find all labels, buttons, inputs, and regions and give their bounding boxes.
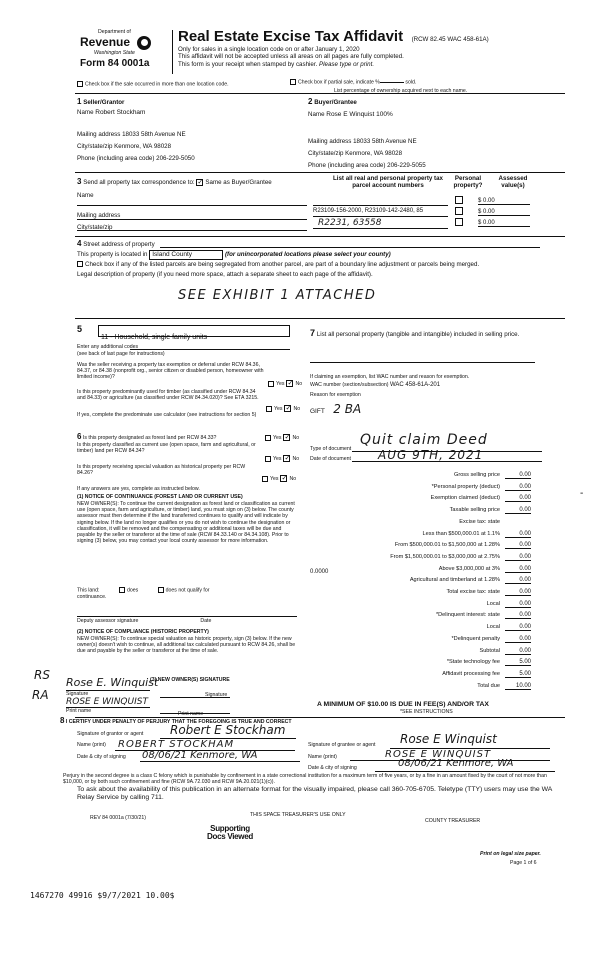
tax-row-value[interactable]: 0.00 (505, 495, 531, 502)
tax-row-value[interactable]: 0.00 (505, 531, 531, 538)
doc-type-value[interactable]: Quit claim Deed (360, 432, 488, 448)
county-select[interactable]: Island County (149, 250, 223, 260)
section3-city-label: City/state/zip (77, 224, 113, 231)
section7-num: 7 (310, 328, 316, 338)
treasurer-only: THIS SPACE TREASURER'S USE ONLY (250, 812, 346, 818)
timber-no-checkbox[interactable]: ✓ (285, 405, 292, 412)
see-back-label: (see back of last page for instructions) (77, 351, 165, 357)
availability-notice: To ask about the availability of this publication in an alternate format for the visually impaired, please call 360-705-6705. Teletype (TTY) users may use the WA Relay Service by calling 711. (77, 786, 552, 802)
dor-logo (80, 28, 170, 70)
tax-row-value[interactable]: 5.00 (505, 659, 531, 666)
buyer-city[interactable]: Kenmore, WA 98028 (345, 150, 403, 157)
new-owner-signature-handwritten[interactable]: Rose E. Winquist (66, 676, 159, 689)
section3-name-label: Name (77, 192, 94, 199)
tax-row-label: Affidavit processing fee (442, 670, 500, 677)
continuance-label: continuance. (77, 593, 107, 600)
new-owner-signature-label: Signature (66, 691, 89, 697)
reason-handwritten[interactable]: 2 BA (333, 402, 362, 416)
tax-row-label: From $500,000.01 to $1,500,000 at 1.28% (394, 542, 500, 549)
county-note: (for unincorporated locations please select your county) (224, 251, 391, 258)
same-as-buyer-label: Same as Buyer/Grantee (205, 179, 272, 186)
doc-date-label: Date of document (310, 456, 351, 462)
historical-yes-label: Yes (270, 475, 279, 482)
more-than-one-location-label: Check box if the sale occurred in more than one location code. (85, 81, 229, 88)
tax-row-label: *Delinquent interest: state (435, 612, 500, 619)
deputy-date-label: Date (200, 618, 212, 624)
section8-num: 8 (60, 716, 65, 725)
initial-ra: RA (32, 688, 49, 702)
tax-row-value[interactable]: 0.00 (505, 542, 531, 549)
parcel-row-2[interactable]: R2231, 63558 (318, 218, 382, 228)
section5-num: 5 (77, 324, 83, 334)
tax-row-value[interactable]: 0.00 (505, 601, 531, 608)
reason-value[interactable]: GIFT (310, 408, 325, 415)
parcels-header-1: List all real and personal property tax (332, 175, 444, 182)
section3-num: 3 (77, 177, 82, 186)
segregated-checkbox[interactable] (77, 261, 83, 267)
tax-row-label: Subtotal (479, 647, 500, 654)
forest-no-label: No (292, 434, 300, 441)
seller-mail[interactable]: 18033 58th Avenue NE (122, 131, 186, 138)
legal-description-handwritten[interactable]: SEE EXHIBIT 1 ATTACHED (178, 288, 377, 303)
grantee-name-label: Name (print) (308, 754, 337, 760)
subtitle-2: This affidavit will not be accepted unless all areas on all pages are fully completed. (178, 53, 404, 61)
historical-no-label: No (289, 475, 297, 482)
wac-label: WAC number (section/subsection) (310, 382, 389, 388)
tax-row-value[interactable]: 0.00 (505, 554, 531, 561)
historical-no-checkbox[interactable]: ✓ (281, 475, 288, 482)
revenue-logo-icon (137, 36, 151, 50)
new-owner-print-handwritten[interactable]: ROSE E WINQUIST (66, 697, 148, 707)
section7-text: List all personal property (tangible and intangible) included in selling price. (316, 331, 520, 338)
personal-property-checkbox-2[interactable] (455, 207, 463, 215)
same-as-buyer-checkbox[interactable]: ✓ (197, 178, 204, 186)
notice2-title: (2) NOTICE OF COMPLIANCE (HISTORIC PROPERTY) (77, 629, 209, 635)
grantor-name-print[interactable]: ROBERT STOCKHAM (118, 739, 235, 750)
grantee-name-print[interactable]: ROSE E WINQUIST (385, 749, 492, 760)
new-owner-print-label: Print name (66, 708, 92, 714)
grantee-signature[interactable]: Rose E Winquist (400, 732, 497, 746)
initial-rs: RS (34, 668, 50, 682)
subtitle-1: Only for sales in a single location code on or after January 1, 2020 (178, 46, 360, 53)
timber-question: Is this property predominantly used for timber (as classified under RCW 84.34 and 84.33) or agriculture (as classified under RCW 84.34.020)? See ETA 3215. (77, 389, 259, 402)
grantor-signature-label: Signature of grantor or agent (77, 731, 144, 737)
use-code-value: 11 - Household, single family units (101, 334, 208, 341)
reason-label: Reason for exemption (310, 392, 361, 398)
tax-row-value[interactable]: 0.00 (505, 624, 531, 631)
personal-header-1: Personal (454, 175, 482, 182)
tax-row-label: Total excise tax: state (446, 589, 500, 595)
exemption-yes-checkbox[interactable] (268, 381, 274, 387)
this-land-label: This land: (77, 587, 100, 594)
buyer-name-label: Name (308, 110, 325, 118)
tax-row-value[interactable]: 0.00 (505, 589, 531, 596)
list-percentage-note: List percentage of ownership acquired next to each name. (334, 88, 468, 94)
buyer-name[interactable]: Rose E Winquist 100% (326, 110, 393, 118)
seller-mail-label: Mailing address (77, 131, 121, 138)
assessed-header-2: value(s) (501, 182, 525, 190)
tax-row-value[interactable]: 0.00 (505, 472, 531, 479)
buyer-city-label: City/state/zip (308, 150, 344, 157)
legal-description-label: Legal description of property (if you need more space, attach a separate sheet to each page of the affidavit). (77, 271, 373, 278)
second-signature-label: Signature (205, 692, 228, 698)
current-use-yes-checkbox[interactable] (265, 456, 271, 462)
dept-line1: Department of (98, 29, 131, 35)
tax-row-label: Local (486, 624, 500, 631)
forest-question: Is this property designated as forest land per RCW 84.33? (82, 435, 217, 441)
grantor-name-label: Name (print) (77, 742, 106, 748)
exemption-no-label: No (295, 380, 303, 387)
doc-date-value[interactable]: AUG 9TH, 2021 (378, 448, 484, 462)
tax-row-label: *Delinquent penalty (451, 635, 500, 642)
grantor-signature[interactable]: Robert E Stockham (170, 723, 286, 737)
additional-codes-label: Enter any additional codes (77, 344, 139, 350)
tax-row-label: Less than $500,000.01 at 1.1% (422, 530, 500, 537)
minimum-due: A MINIMUM OF $10.00 IS DUE IN FEE(S) AND/OR TAX (317, 701, 489, 708)
section3-mail-label: Mailing address (77, 212, 121, 219)
county-treasurer: COUNTY TREASURER (425, 818, 481, 824)
tax-row-value[interactable]: 0.00 (505, 566, 531, 573)
tax-row-label: Local (486, 600, 500, 607)
supporting-docs-stamp: Supporting Docs Viewed (207, 824, 253, 841)
partial-sale-label: Check box if partial sale, indicate % (298, 79, 380, 86)
tax-row-value[interactable]: 0.00 (505, 577, 531, 584)
timber-yes-label: Yes (274, 405, 283, 412)
assessed-header-1: Assessed (498, 175, 528, 182)
county-label: This property is located in (77, 251, 148, 258)
page-number: Page 1 of 6 (510, 860, 537, 866)
see-instructions: *SEE INSTRUCTIONS (400, 709, 453, 715)
section6-num: 6 (77, 432, 82, 441)
buyer-phone-label: Phone (including area code) (308, 162, 386, 169)
buyer-mail[interactable]: 18033 58th Avenue NE (353, 138, 417, 145)
tax-row-value[interactable]: 0.00 (505, 648, 531, 655)
if-any-yes-note: If any answers are yes, complete as instructed below. (77, 486, 200, 492)
legal-paper-note: Print on legal size paper. (480, 851, 541, 857)
timber-note: If yes, complete the predominate use calculator (see instructions for section 5) (77, 412, 257, 418)
historical-yes-checkbox[interactable] (262, 476, 268, 482)
current-use-yes-label: Yes (273, 455, 282, 462)
tax-row-label: Above $3,000,000 at 3% (438, 565, 500, 572)
assessed-value-3[interactable]: $ 0.00 (478, 220, 530, 227)
tax-row-value[interactable]: 0.00 (505, 484, 531, 491)
section3-text: Send all property tax correspondence to: (83, 179, 195, 186)
segregated-label: Check box if any of the listed parcels are being segregated from another parcel, are part of a boundary line adjustment or parcels being merged. (85, 261, 480, 268)
exemption-claim-label: If claiming an exemption, list WAC number and reason for exemption. (310, 374, 470, 380)
grantor-date-city[interactable]: 08/06/21 Kenmore, WA (142, 750, 258, 761)
forest-yes-label: Yes (273, 434, 282, 441)
buyer-heading: Buyer/Grantee (314, 99, 357, 106)
forest-no-checkbox[interactable]: ✓ (284, 434, 291, 441)
doc-type-label: Type of document (310, 446, 352, 452)
historical-question: Is this property receiving special valuation as historical property per RCW 84.26? (77, 464, 246, 477)
seller-city[interactable]: Kenmore, WA 98028 (114, 143, 172, 150)
wac-value[interactable]: WAC 458-61A-201 (389, 382, 441, 388)
partial-sold-label: sold. (405, 79, 417, 86)
use-code-select[interactable] (98, 325, 290, 341)
current-use-no-label: No (292, 455, 300, 462)
assessed-value-2[interactable]: $ 0.00 (478, 209, 530, 216)
timber-no-label: No (293, 405, 301, 412)
more-than-one-location-checkbox[interactable] (77, 81, 83, 87)
parcels-header-2: parcel account numbers (352, 182, 424, 190)
seller-city-label: City/state/zip (77, 143, 113, 150)
certify-text: I CERTIFY UNDER PENALTY OF PERJURY THAT THE FOREGOING IS TRUE AND CORRECT (65, 719, 292, 725)
dept-name: Revenue (80, 35, 131, 49)
seller-heading: Seller/Grantor (83, 99, 125, 106)
tax-row-value[interactable]: 0.00 (505, 612, 531, 619)
tax-row-value[interactable]: 0.00 (505, 507, 531, 514)
tax-row-label: Agricultural and timberland at 1.28% (409, 577, 500, 584)
personal-header-2: property? (453, 182, 483, 190)
grantor-date-label: Date & city of signing (77, 754, 126, 760)
seller-num: 1 (77, 97, 82, 106)
land-does-label: does (126, 587, 139, 594)
buyer-phone[interactable]: 206-229-5055 (387, 162, 426, 169)
grantee-date-label: Date & city of signing (308, 765, 357, 771)
seller-phone-label: Phone (including area code) (77, 155, 155, 162)
subtitle-3-italic: Please type or print. (319, 60, 375, 68)
timber-yes-checkbox[interactable] (266, 406, 272, 412)
forest-yes-checkbox[interactable] (265, 435, 271, 441)
form-rcw: (RCW 82.45 WAC 458-61A) (411, 36, 489, 43)
notice1-title: (1) NOTICE OF CONTINUANCE (FOREST LAND OR CURRENT USE) (77, 494, 243, 500)
tax-row-value[interactable]: 10.00 (505, 683, 531, 690)
section4-num: 4 (77, 239, 82, 248)
personal-property-checkbox-1[interactable] (455, 196, 463, 204)
new-owner-signature-title: (3) NEW OWNER(S) SIGNATURE (150, 677, 230, 683)
assessed-value-1[interactable]: $ 0.00 (478, 198, 530, 205)
grantee-date-city[interactable]: 08/06/21 Kenmore, WA (398, 758, 514, 769)
land-does-not-label: does not qualify for (165, 587, 210, 594)
local-rate[interactable]: 0.0000 (310, 569, 329, 575)
perjury-notice: Perjury in the second degree is a class C felony which is punishable by confinement in a state correctional institution for a maximum term of five years, or by a fine in an amount fixed by the court of not more than $10,000, or by both such confinement and fine (RCW 9A.72.030 and RCW 9A.20.021(1)(c)). (63, 773, 547, 786)
form-title: Real Estate Excise Tax Affidavit (178, 28, 404, 45)
deputy-signature-label: Deputy assessor signature (77, 618, 139, 624)
tax-row-label: *Personal property (deduct) (431, 483, 500, 490)
form-number: Form 84 0001a (80, 58, 150, 69)
street-address-label: Street address of property (83, 241, 155, 248)
notice1-body: NEW OWNER(S): To continue the current designation as forest land or classification as current use (open space, farm and agriculture, or timber) land, you must sign on (3) below. The county assessor must then determine if the land transferred continues to qualify and will indicate by signing below. If the land no longer qualifies or you do not wish to continue the designation or classification, it will be removed and the compensating or additional taxes will be due and payable by the seller or transferor at the time of sale (RCW 84.33.140 or 84.34.108). Prior to signing (3) below, you may contact your local county assessor for more information. (77, 501, 295, 545)
tax-row-label: Taxable selling price (449, 507, 500, 514)
tax-row-label: Excise tax: state (459, 518, 500, 525)
current-use-question: Is this property classified as current use (open space, farm and agricultural, or timber) land per RCW 84.34? (77, 442, 256, 455)
tax-row-value[interactable]: 0.00 (505, 636, 531, 643)
current-use-no-checkbox[interactable]: ✓ (284, 455, 291, 462)
parcel-row-1[interactable]: R23109-156-2000, R23109-142-2480, 85 (313, 208, 424, 214)
buyer-num: 2 (308, 97, 313, 106)
notice2-body: NEW OWNER(S): To continue special valuation as historic property, sign (3) below. If the new owner(s) doesn't wish to continue, all additional tax calculated pursuant to RCW 84.26, shall be due and payable by the seller or transferor at the time of sale. (77, 636, 296, 655)
seller-name[interactable]: Robert Stockham (95, 108, 146, 116)
grantee-signature-label: Signature of grantee or agent (308, 742, 376, 748)
tax-row-label: Gross selling price (453, 472, 500, 478)
tax-row-label: *State technology fee (446, 659, 500, 666)
personal-property-checkbox-3[interactable] (455, 218, 463, 226)
seller-name-label: Name (77, 108, 94, 116)
land-does-checkbox[interactable] (119, 587, 125, 593)
buyer-mail-label: Mailing address (308, 138, 352, 145)
dept-state: Washington State (94, 50, 135, 56)
seller-phone[interactable]: 206-229-5050 (156, 155, 195, 162)
tax-row-value[interactable]: 5.00 (505, 671, 531, 678)
tax-row-label: Exemption claimed (deduct) (430, 495, 500, 502)
subtitle-3: This form is your receipt when stamped by cashier. (178, 60, 318, 68)
exemption-question: Was the seller receiving a property tax exemption or deferral under RCW 84.36, 84.37, or 84.38 (nonprofit org., senior citizen or disabled person, homeowner with limited income)? (77, 362, 264, 381)
tax-row-label: Total due (477, 682, 500, 689)
land-does-not-checkbox[interactable] (158, 587, 164, 593)
exemption-yes-label: Yes (276, 380, 285, 387)
exemption-no-checkbox[interactable]: ✓ (287, 380, 294, 387)
partial-sale-checkbox[interactable] (290, 79, 296, 85)
tax-row-label: From $1,500,000.01 to $3,000,000 at 2.75% (390, 553, 500, 560)
rev-number: REV 84 0001a (7/30/21) (90, 815, 146, 821)
receipt-line: 1467270 49916 $9/7/2021 10.00$ (30, 891, 175, 900)
second-print-label: Print name (178, 711, 204, 717)
